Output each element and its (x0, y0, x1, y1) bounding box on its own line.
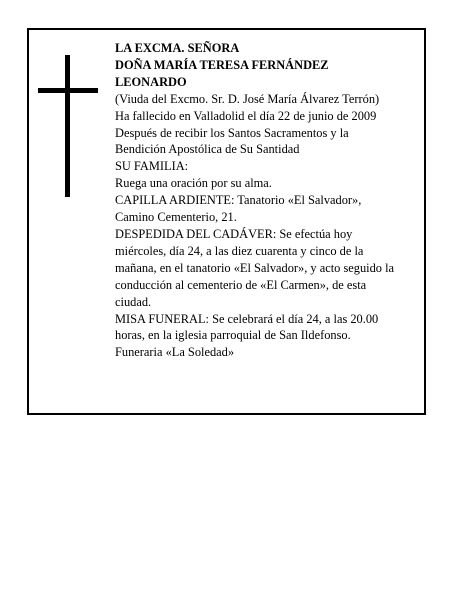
heading-line: LA EXCMA. SEÑORA (115, 41, 240, 55)
body-line: Ha fallecido en Valladolid el día 22 de junio de 2009 (115, 108, 377, 123)
body-line: CAPILLA ARDIENTE: Tanatorio «El Salvador», (115, 193, 362, 208)
body-line: miércoles, día 24, a las diez cuarenta y cinco de la (115, 243, 364, 258)
cross-vertical-bar (65, 55, 70, 197)
body-line: horas, en la iglesia parroquial de San Ildefonso. (115, 328, 351, 343)
body-line: SU FAMILIA: (115, 159, 189, 174)
body-line: DESPEDIDA DEL CADÁVER: Se efectúa hoy (115, 226, 353, 241)
body-line: mañana, en el tanatorio «El Salvador», y acto seguido la (115, 260, 395, 275)
cross-horizontal-bar (38, 88, 98, 93)
body-line: Bendición Apostólica de Su Santidad (115, 142, 300, 157)
body-line: MISA FUNERAL: Se celebrará el día 24, a las 20.00 (115, 311, 379, 326)
body-line: Funeraria «La Soledad» (115, 345, 235, 360)
body-line: Camino Cementerio, 21. (115, 210, 237, 225)
body-line: conducción al cementerio de «El Carmen», de esta (115, 277, 367, 292)
body-line: ciudad. (115, 294, 152, 309)
body-line: (Viuda del Excmo. Sr. D. José María Álvarez Terrón) (115, 91, 380, 106)
body-line: Ruega una oración por su alma. (115, 176, 272, 191)
body-line: Después de recibir los Santos Sacramentos y la (115, 125, 349, 140)
heading-line: LEONARDO (115, 74, 187, 89)
heading-line: DOÑA MARÍA TERESA FERNÁNDEZ (115, 57, 329, 72)
obituary-text (115, 40, 420, 361)
cross-icon (38, 55, 98, 197)
